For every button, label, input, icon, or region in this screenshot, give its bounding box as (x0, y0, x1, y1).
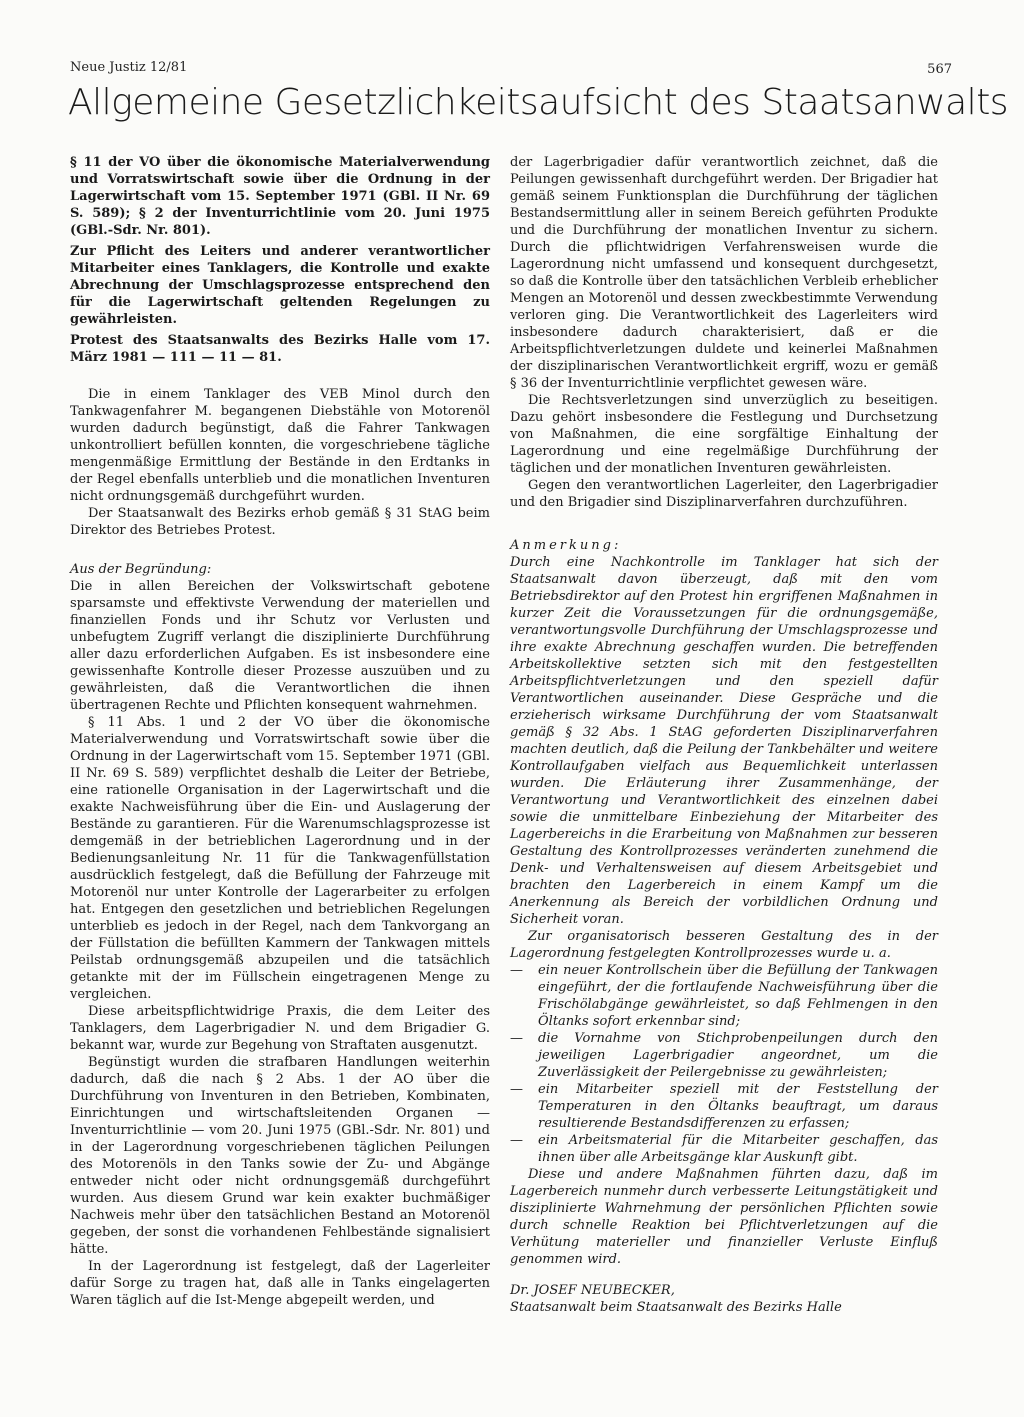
measures-list (510, 962, 938, 1166)
reasons-continued-paragraph: Die Rechtsverletzungen sind unverzüglich zu beseitigen. Dazu gehört insbesondere die Festlegung und Durchsetzung von Maßnahmen, die eine sorgfältige Einhaltung der Lagerordnung und eine regelmäßige Durchführung der täglichen und der monatlichen Inventuren gewährleisten. (510, 393, 938, 476)
dash-bullet: — (510, 963, 523, 978)
page-number: 567 (927, 62, 952, 77)
dash-bullet: — (510, 1133, 523, 1148)
headnote-guiding-principle: Zur Pflicht des Leiters und anderer verantwortlicher Mitarbeiter eines Tanklagers, die Kontrolle und exakte Abrechnung der Umschlagsprozesse entsprechend den für die Lagerwirtschaft geltenden Regelungen zu gewährleisten. (70, 244, 490, 327)
right-column (510, 154, 938, 1316)
headnote (70, 154, 490, 366)
list-item (510, 1132, 938, 1166)
editorial-note (510, 537, 938, 1316)
reasons-paragraph: § 11 Abs. 1 und 2 der VO über die ökonomische Materialverwendung und Vorratswirtschaft sowie über die Ordnung in der Lagerwirtschaft vom 15. September 1971 (GBl. II Nr. 69 S. 589) verpflichtet deshalb die Leiter der Betriebe, eine rationelle Organisation in der Lagerwirtschaft und die exakte Nachweisführung über die Ein- und Auslagerung der Bestände zu garantieren. Für die Warenumschlagsprozesse ist demgemäß in der betrieblichen Lagerordnung und in der Bedienungsanleitung Nr. 11 für die Tankwagenfüllstation ausdrücklich festgelegt, daß die Befüllung der Fahrzeuge mit Motorenöl nur unter Kontrolle der Lagerarbeiter zu erfolgen hat. Entgegen den gesetzlichen und betrieblichen Regelungen unterblieb es jedoch in der Regel, nach dem Tankvorgang an der Füllstation die befüllten Kammern der Tankwagen mittels Peilstab ordnungsgemäß abzupeilen und die tatsächlich getankte mit der im Füllschein eingetragenen Menge zu vergleichen. (70, 715, 490, 1002)
running-header (70, 60, 952, 82)
reasons-heading: Aus der Begründung: (70, 562, 212, 577)
note-paragraph: Zur organisatorisch besseren Gestaltung des in der Lagerordnung festgelegten Kontrollprozesses wurde u. a. (510, 929, 938, 961)
dash-bullet: — (510, 1082, 523, 1097)
reasons-paragraph: In der Lagerordnung ist festgelegt, daß der Lagerleiter dafür Sorge zu tragen hat, daß alle in Tanks eingelagerten Waren täglich auf die Ist-Menge abgepeilt werden, und (70, 1259, 490, 1308)
reasons-continued-paragraph: Gegen den verantwortlichen Lagerleiter, den Lagerbrigadier und den Brigadier sind Disziplinarverfahren durchzuführen. (510, 478, 938, 510)
note-paragraph: Durch eine Nachkontrolle im Tanklager hat sich der Staatsanwalt davon überzeugt, daß mit den vom Betriebsdirektor auf den Protest hin ergriffenen Maßnahmen in kurzer Zeit die Voraussetzungen für die ordnungsgemäße, verantwortungsvolle Durchführung der Umschlagsprozesse und ihre exakte Abrechnung geschaffen wurden. Die betreffenden Arbeitskollektive setzten sich mit den festgestellten Arbeitspflichtverletzungen und den speziell dafür Verantwortlichen auseinander. Diese Gespräche und die erzieherisch wirksame Durchführung der vom Staatsanwalt gemäß § 32 Abs. 1 StAG geforderten Disziplinarverfahren machten deutlich, daß die Peilung der Tankbehälter und weitere Kontrollaufgaben vielfach aus Bequemlichkeit unterlassen wurden. Die Erläuterung ihrer Zusammenhänge, der Verantwortung und Verantwortlichkeit des einzelnen dabei sowie die unmittelbare Einbeziehung der Mitarbeiter des Lagerbereichs in die Erarbeitung von Maßnahmen zur besseren Gestaltung des Kontrollprozesses veränderten zunehmend die Denk- und Verhaltensweisen auf diesem Arbeitsgebiet und brachten den Lagerbereich in einem Kampf um die Anerkennung als Bereich der vorbildlichen Ordnung und Sicherheit voran. (510, 555, 938, 927)
author-name: Dr. JOSEF NEUBECKER, (510, 1283, 675, 1298)
list-item (510, 1030, 938, 1081)
dash-bullet: — (510, 1031, 523, 1046)
reasons-paragraph: Die in allen Bereichen der Volkswirtschaft gebotene sparsamste und effektivste Verwendung der materiellen und finanziellen Fonds und ihr Schutz vor Verlusten und unbefugtem Zugriff verlangt die disziplinierte Durchführung aller dazu erforderlichen Aufgaben. Es ist insbesondere eine gewissenhafte Kontrolle dieser Prozesse auszuüben und zu gewährleisten, daß die Verantwortlichen die ihnen übertragenen Rechte und Pflichten konsequent wahrnehmen. (70, 579, 490, 713)
list-item-text: die Vornahme von Stichprobenpeilungen durch den jeweiligen Lagerbrigadier angeordnet, um die Zuverlässigkeit der Peilergebnisse zu gewährleisten; (538, 1031, 938, 1080)
facts-paragraph: Der Staatsanwalt des Bezirks erhob gemäß § 31 StAG beim Direktor des Betriebes Protest. (70, 506, 490, 538)
list-item-text: ein Mitarbeiter speziell mit der Feststellung der Temperaturen in den Öltanks beauftragt, um daraus resultierende Bestandsdifferenzen zu erfassen; (538, 1082, 938, 1131)
headnote-protest-reference: Protest des Staatsanwalts des Bezirks Halle vom 17. März 1981 — 111 — 11 — 81. (70, 333, 490, 365)
list-item (510, 962, 938, 1030)
note-closing-paragraph: Diese und andere Maßnahmen führten dazu, daß im Lagerbereich nunmehr durch verbesserte Leitungstätigkeit und disziplinierte Wahrnehmung der persönlichen Pflichten sowie durch schnelle Reaktion bei Pflichtverletzungen auf die Verhütung materieller und finanzieller Verluste Einfluß genommen wird. (510, 1167, 938, 1267)
list-item-text: ein Arbeitsmaterial für die Mitarbeiter geschaffen, das ihnen über alle Arbeitsgänge klar Auskunft gibt. (538, 1133, 938, 1165)
note-heading: Anmerkung: (510, 538, 622, 553)
facts-paragraph: Die in einem Tanklager des VEB Minol durch den Tankwagenfahrer M. begangenen Diebstähle von Motorenöl wurden dadurch begünstigt, daß die Fahrer Tankwagen unkontrolliert befüllen konnten, die vorgeschriebene tägliche mengenmäßige Ermittlung der Bestände in den Erdtanks in der Regel ebenfalls unterblieb und die monatlichen Inventuren nicht ordnungsgemäß durchgeführt wurden. (70, 387, 490, 504)
list-item-text: ein neuer Kontrollschein über die Befüllung der Tankwagen eingeführt, der die fortlaufende Nachweisführung über die Frischölabgänge gewährleistet, so daß Fehlmengen in den Öltanks sofort erkennbar sind; (538, 963, 938, 1029)
list-item (510, 1081, 938, 1132)
section-title: Allgemeine Gesetzlichkeitsaufsicht des Staatsanwalts (68, 82, 1009, 123)
reasons-paragraph: Diese arbeitspflichtwidrige Praxis, die dem Leiter des Tanklagers, dem Lagerbrigadier N. und dem Brigadier G. bekannt war, wurde zur Begehung von Straftaten ausgenutzt. (70, 1004, 490, 1053)
reasons-paragraph: Begünstigt wurden die strafbaren Handlungen weiterhin dadurch, daß die nach § 2 Abs. 1 der AO über die Durchführung von Inventuren in den Betrieben, Kombinaten, Einrichtungen und wirtschaftsleitenden Organen — Inventurrichtlinie — vom 20. Juni 1975 (GBl.-Sdr. Nr. 801) und in der Lagerordnung vorgeschriebenen täglichen Peilungen des Motorenöls in den Tanks sowie der Zu- und Abgänge entweder nicht oder nicht ordnungsgemäß durchgeführt wurden. Aus diesem Grund war kein exakter buchmäßiger Nachweis mehr über den tatsächlichen Bestand an Motorenöl gegeben, der sonst die vorhandenen Fehlbestände signalisiert hätte. (70, 1055, 490, 1257)
reasons-continued-paragraph: der Lagerbrigadier dafür verantwortlich zeichnet, daß die Peilungen gewissenhaft durchgeführt werden. Der Brigadier hat gemäß seinem Funktionsplan die Durchführung der täglichen Bestandsermittlung aller in seinem Bereich geführten Produkte und die Durchführung der monatlichen Inventur zu sichern. Durch die pflichtwidrigen Verfahrensweisen wurde die Lagerordnung nicht umfassend und konsequent durchgesetzt, so daß die Kontrolle über den tatsächlichen Verbleib erheblicher Mengen an Motorenöl und dessen zweckbestimmte Verwendung verloren ging. Die Verantwortlichkeit des Lagerleiters wird insbesondere dadurch charakterisiert, daß er die Arbeitspflichtverletzungen duldete und keinerlei Maßnahmen der disziplinarischen Verantwortlichkeit ergriff, wozu er gemäß § 36 der Inventurrichtlinie verpflichtet gewesen wäre. (510, 155, 938, 391)
left-column (70, 154, 490, 1309)
author-role: Staatsanwalt beim Staatsanwalt des Bezirks Halle (510, 1300, 842, 1315)
headnote-statutes: § 11 der VO über die ökonomische Materialverwendung und Vorratswirtschaft sowie über die Ordnung in der Lagerwirtschaft vom 15. September 1971 (GBl. II Nr. 69 S. 589); § 2 der Inventurrichtlinie vom 20. Juni 1975 (GBl.-Sdr. Nr. 801). (70, 155, 490, 238)
journal-issue: Neue Justiz 12/81 (70, 60, 188, 75)
